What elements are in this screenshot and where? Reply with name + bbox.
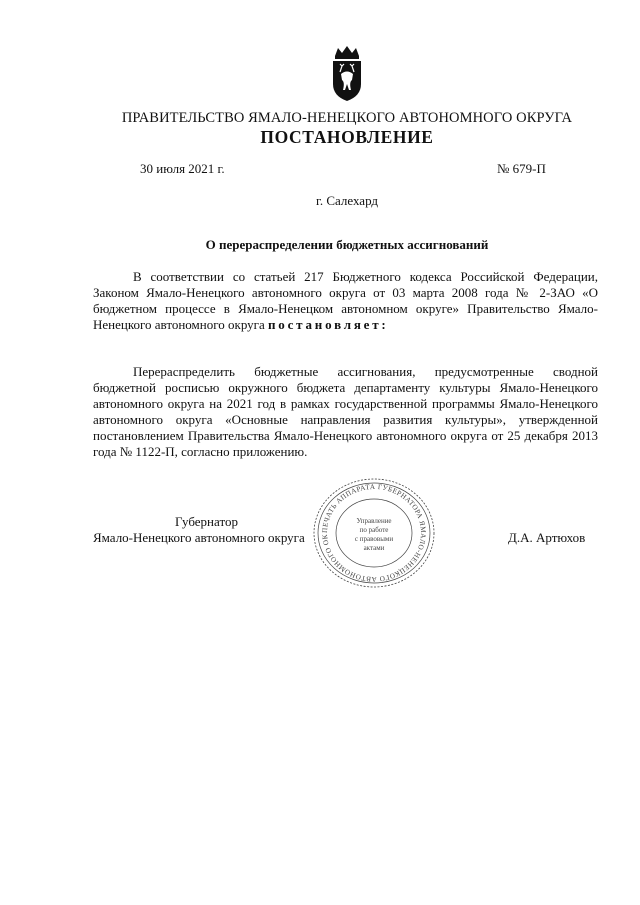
preamble-text: В соответствии со статьей 217 Бюджетного кодекса Российской Федерации, Законом Ямало-Ненецкого автономного округа от 03 марта 2008 года № 2-ЗАО «О бюджетном процессе в Ямало-Ненецком автономном округе» Правительство Ямало-Ненецкого автономного округа: [93, 269, 598, 332]
resolves-word: постановляет:: [268, 317, 389, 332]
signatory-name: Д.А. Артюхов: [508, 530, 586, 545]
coat-of-arms-icon: [327, 44, 367, 104]
signatory-title: Губернатор: [175, 514, 238, 529]
operative-paragraph: Перераспределить бюджетные ассигнования, предусмотренные сводной бюджетной росписью окружного бюджета департаменту культуры Ямало-Ненецкого автономного округа на 2021 год в рамках государственной программы Ямало-Ненецкого автономного округа «Основные направления развития культуры», утвержденной постановлением Правительства Ямало-Ненецкого автономного округа от 25 декабря 2013 года № 1122-П, согласно приложению.: [93, 364, 598, 459]
signatory-region: Ямало-Ненецкого автономного округа: [93, 530, 305, 545]
document-subject: О перераспределении бюджетных ассигнований: [205, 237, 489, 252]
preamble-paragraph: [93, 269, 598, 333]
document-type: ПОСТАНОВЛЕНИЕ: [260, 127, 434, 147]
document-date: 30 июля 2021 г.: [140, 161, 225, 176]
stamp-ring-text: ПЕЧАТЬ АППАРАТА ГУБЕРНАТОРА ЯМАЛО-НЕНЕЦКОГО АВТОНОМНОГО ОК: [320, 482, 428, 584]
document-number: № 679-П: [497, 161, 546, 176]
official-stamp: [312, 477, 436, 589]
stamp-line-4: актами: [363, 544, 385, 552]
stamp-line-2: по работе: [359, 526, 389, 534]
stamp-line-1: Управление: [356, 517, 392, 525]
government-title: ПРАВИТЕЛЬСТВО ЯМАЛО-НЕНЕЦКОГО АВТОНОМНОГО ОКРУГА: [121, 110, 573, 126]
stamp-line-3: с правовыми: [354, 535, 394, 543]
document-city: г. Салехард: [315, 193, 379, 208]
